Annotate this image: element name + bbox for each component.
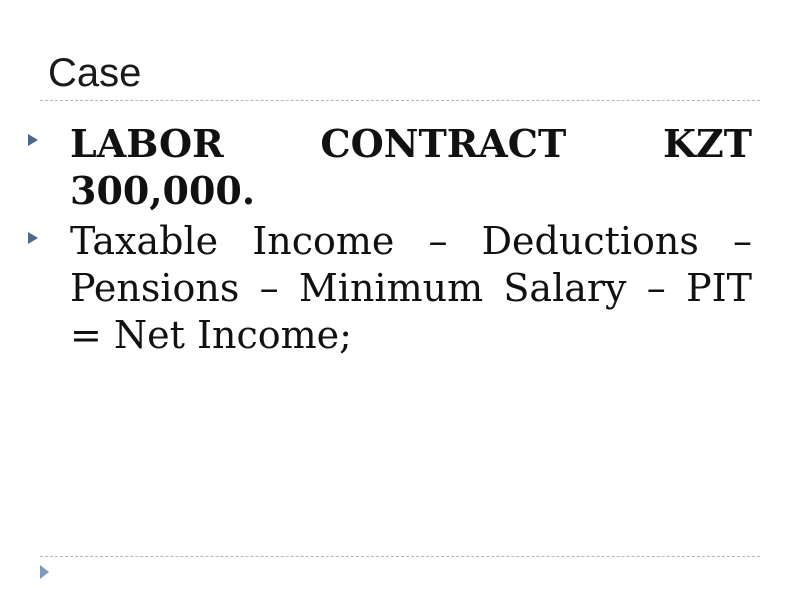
- triangle-nav-icon: [40, 565, 49, 579]
- slide-title: Case: [48, 51, 142, 95]
- bullet-text: Taxable Income – Deductions – Pensions – Minimum Salary – PIT = Net Income;: [70, 219, 752, 357]
- bullet-item-formula: [0, 218, 752, 359]
- bullet-list: [0, 120, 800, 363]
- bullet-item-labor-contract: [0, 120, 752, 214]
- bottom-divider: [40, 556, 760, 557]
- triangle-bullet-icon: [28, 232, 38, 244]
- top-divider: [40, 100, 760, 101]
- bullet-text: LABOR CONTRACT KZT 300,000.: [70, 121, 752, 213]
- triangle-bullet-icon: [28, 134, 38, 146]
